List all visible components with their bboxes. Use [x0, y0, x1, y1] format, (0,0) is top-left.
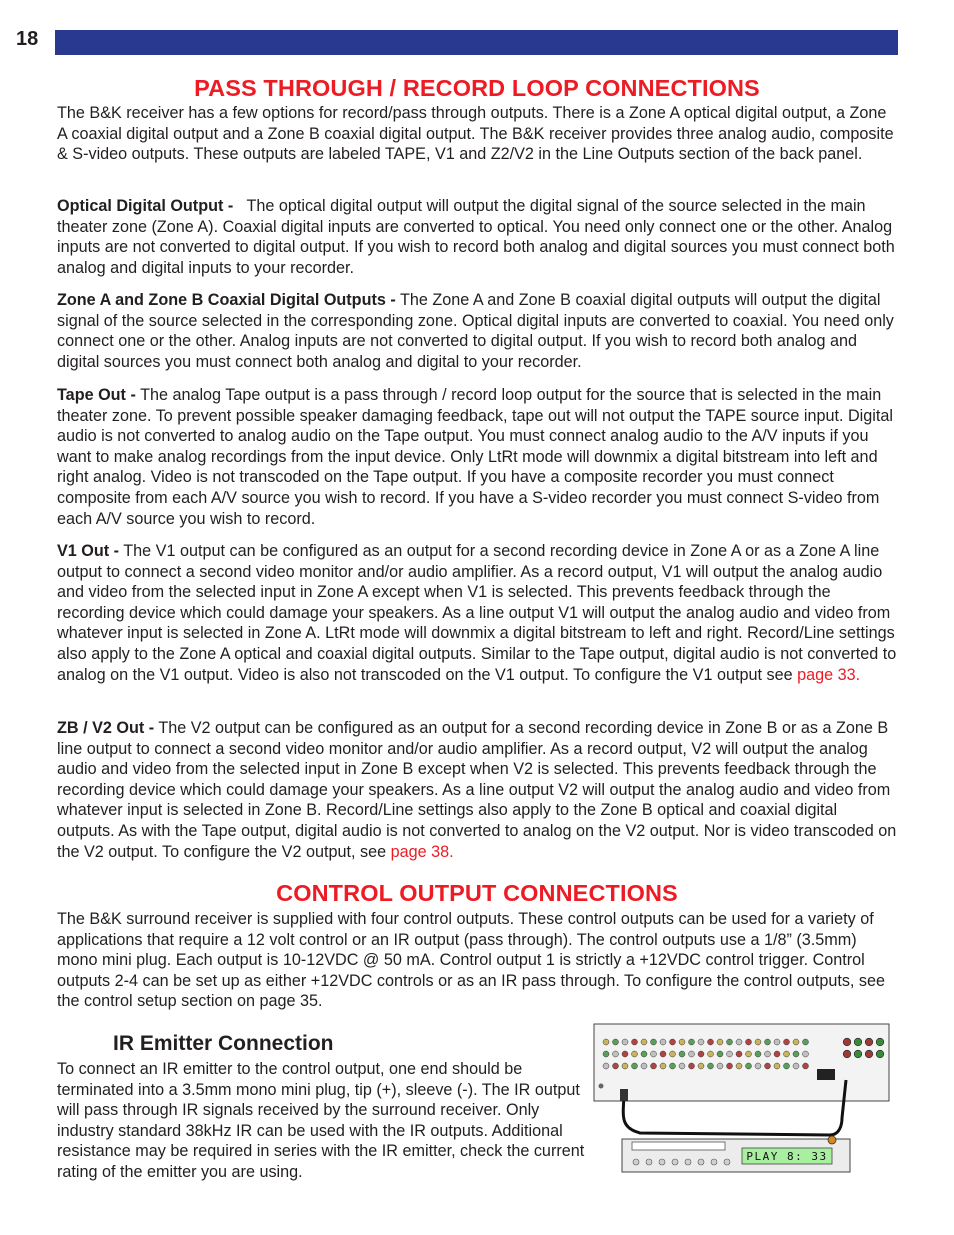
panel-jack	[603, 1063, 609, 1069]
disc-tray	[632, 1142, 725, 1150]
panel-jack	[689, 1039, 695, 1045]
panel-jack	[736, 1051, 742, 1057]
panel-jack	[865, 1050, 873, 1058]
header-bar	[55, 30, 898, 55]
panel-jack	[876, 1038, 884, 1046]
panel-jack	[651, 1051, 657, 1057]
panel-jack	[727, 1063, 733, 1069]
panel-jack	[679, 1063, 685, 1069]
control-intro-paragraph: The B&K surround receiver is supplied with four control outputs. These control outputs can be used for a variety of applications that require a 12 volt control or an IR output (pass through). The control outputs use a 1/8” (3.5mm) mono mini plug. Each output is 10-12VDC @ 50 mA. Control output 1 is strictly a +12VDC control trigger. Control outputs 2-4 can be set up as either +12VDC controls or as an IR pass through. To configure the control outputs, see the control setup section on page 35.	[57, 910, 886, 1011]
panel-jack	[765, 1051, 771, 1057]
panel-jack	[854, 1050, 862, 1058]
panel-jack	[784, 1039, 790, 1045]
panel-jack	[727, 1051, 733, 1057]
v1-page-link[interactable]: page 33.	[797, 665, 861, 684]
panel-jack	[843, 1050, 851, 1058]
panel-jack	[803, 1039, 809, 1045]
panel-jack	[632, 1051, 638, 1057]
panel-jack	[793, 1063, 799, 1069]
panel-jack	[660, 1063, 666, 1069]
panel-jack	[622, 1051, 628, 1057]
panel-jack	[689, 1063, 695, 1069]
device-button	[646, 1159, 652, 1165]
panel-jack	[784, 1051, 790, 1057]
panel-jack	[622, 1063, 628, 1069]
panel-jack	[613, 1039, 619, 1045]
panel-jack	[641, 1063, 647, 1069]
panel-jack	[641, 1051, 647, 1057]
panel-jack	[746, 1063, 752, 1069]
v2-text: The V2 output can be configured as an output for a second recording device in Zone B or as a Zone B line output to connect a second video monitor and/or audio amplifier. As a record output, V2 will output the analog audio and video from the selected input in Zone B except when V2 is selected. This prevents feedback through the recording device which could damage your speakers. As a line output V2 will output the analog audio and video from whatever input is selected in Zone B. Record/Line settings also apply to the Zone B optical and coaxial digital outputs. As with the Tape output, digital audio is not converted to analog on the V2 output. Nor is video transcoded on the V2 output. To configure the V2 output, see	[57, 719, 897, 861]
panel-jack	[717, 1051, 723, 1057]
ir-emitter-heading: IR Emitter Connection	[113, 1032, 334, 1055]
panel-jack	[613, 1063, 619, 1069]
panel-jack	[876, 1050, 884, 1058]
panel-jack	[793, 1039, 799, 1045]
panel-jack	[613, 1051, 619, 1057]
panel-jack	[708, 1051, 714, 1057]
panel-jack	[670, 1051, 676, 1057]
device-button	[672, 1159, 678, 1165]
device-button	[659, 1159, 665, 1165]
section-title-pass-through: PASS THROUGH / RECORD LOOP CONNECTIONS	[194, 75, 760, 101]
optical-label: Optical Digital Output -	[57, 197, 234, 215]
panel-jack	[698, 1051, 704, 1057]
optical-text: The optical digital output will output the digital signal of the source selected in the main theater zone (Zone A). Coaxial digital inputs are converted to optical. You need only connect one or the other. Analog inputs are not converted to digital output. If you wish to record both analog and digital sources you must connect both analog and digital inputs to your recorder.	[57, 197, 895, 277]
panel-jack	[717, 1063, 723, 1069]
panel-jack	[736, 1063, 742, 1069]
panel-jack	[803, 1051, 809, 1057]
panel-jack	[765, 1063, 771, 1069]
coaxial-label: Zone A and Zone B Coaxial Digital Outputs -	[57, 291, 396, 309]
tape-paragraph	[57, 385, 899, 529]
ir-emitter-diagram	[592, 1022, 892, 1177]
panel-jack	[689, 1051, 695, 1057]
panel-jack	[603, 1051, 609, 1057]
panel-jack	[670, 1063, 676, 1069]
panel-jack	[660, 1051, 666, 1057]
panel-jack	[651, 1039, 657, 1045]
coaxial-paragraph	[57, 290, 899, 372]
panel-jack	[708, 1063, 714, 1069]
panel-jack	[843, 1038, 851, 1046]
panel-jack	[854, 1038, 862, 1046]
panel-jack	[603, 1039, 609, 1045]
device-button	[633, 1159, 639, 1165]
panel-jack	[755, 1063, 761, 1069]
ir-emitter-paragraph: To connect an IR emitter to the control output, one end should be terminated into a 3.5mm mono mini plug, tip (+), sleeve (-). The IR output will pass through IR signals received by the surround receiver. Only industry standard 38kHz IR can be used with the IR outputs. Additional resistance may be required in series with the IR emitter, check the current rating of the emitter you are using.	[57, 1060, 585, 1181]
tape-text: The analog Tape output is a pass through / record loop output for the source that is selected in the main theater zone. To prevent possible speaker damaging feedback, tape out will not output the TAPE source input. Digital audio is not converted to analog audio on the Tape output. You must connect analog audio to the A/V inputs if you want to make analog recordings from the input device. Only LtRt mode will downmix a digital bitstream into left and right analog. Video is not transcoded on the Tape output. If you have a composite recorder you must connect composite from each A/V source you wish to record. If you have a S-video recorder you must connect S-video from each A/V source you wish to record.	[57, 386, 893, 528]
v1-text: The V1 output can be configured as an output for a second recording device in Zone A or as a Zone A line output to connect a second video monitor and/or audio amplifier. As a record output, V1 will output the analog audio and video from the selected input in Zone A except when V1 is selected. This prevents feedback through the recording device which could damage your speakers. As a line output V1 will output the analog audio and video from whatever input is selected in Zone A. LtRt mode will downmix a digital bitstream to left and right. Record/Line settings also apply to the Zone A optical and coaxial digital outputs. Similar to the Tape output, digital audio is not converted to analog on the V1 output. Video is also not transcoded on the V1 output. To configure the V1 output see	[57, 542, 897, 684]
panel-jack	[698, 1039, 704, 1045]
panel-jack	[727, 1039, 733, 1045]
v1-label: V1 Out -	[57, 542, 120, 560]
panel-jack	[670, 1039, 676, 1045]
v2-paragraph	[57, 718, 899, 862]
panel-jack	[679, 1039, 685, 1045]
v2-label: ZB / V2 Out -	[57, 719, 155, 737]
coaxial-text: The Zone A and Zone B coaxial digital outputs will output the digital signal of the source selected in the corresponding zone. Optical digital inputs are converted to coaxial. You need only connect one or the other. Analog inputs are not converted to digital output. If you wish to record both analog and digital sources you must connect both analog and digital to your recorder.	[57, 291, 894, 371]
v2-page-link[interactable]: page 38.	[390, 842, 454, 861]
section-title-control-output: CONTROL OUTPUT CONNECTIONS	[276, 880, 678, 906]
panel-jack	[622, 1039, 628, 1045]
panel-jack	[755, 1051, 761, 1057]
panel-jack	[651, 1063, 657, 1069]
mini-plug	[620, 1089, 628, 1101]
intro-paragraph: The B&K receiver has a few options for record/pass through outputs. There is a Zone A optical digital output, a Zone A coaxial digital output and a Zone B coaxial digital output. The B&K receiver provides three analog audio, composite & S-video outputs. These outputs are labeled TAPE, V1 and Z2/V2 in the Line Outputs section of the back panel.	[57, 104, 894, 164]
panel-jack	[746, 1051, 752, 1057]
tape-label: Tape Out -	[57, 386, 136, 404]
panel-jack	[793, 1051, 799, 1057]
panel-jack	[774, 1063, 780, 1069]
power-inlet	[817, 1069, 835, 1080]
panel-jack	[803, 1063, 809, 1069]
panel-jack	[708, 1039, 714, 1045]
ir-emitter	[828, 1136, 836, 1144]
panel-jack	[774, 1039, 780, 1045]
v1-paragraph	[57, 541, 899, 685]
panel-jack	[698, 1063, 704, 1069]
panel-jack	[865, 1038, 873, 1046]
device-button	[724, 1159, 730, 1165]
panel-jack	[784, 1063, 790, 1069]
display-readout: PLAY 8: 33	[746, 1150, 828, 1163]
control-output-jack	[599, 1084, 604, 1089]
panel-jack	[679, 1051, 685, 1057]
panel-jack	[717, 1039, 723, 1045]
panel-jack	[632, 1063, 638, 1069]
panel-jack	[632, 1039, 638, 1045]
device-button	[698, 1159, 704, 1165]
panel-jack	[736, 1039, 742, 1045]
device-button	[685, 1159, 691, 1165]
panel-jack	[641, 1039, 647, 1045]
optical-paragraph	[57, 196, 899, 278]
page-number: 18	[16, 28, 39, 50]
panel-jack	[755, 1039, 761, 1045]
panel-jack	[765, 1039, 771, 1045]
device-button	[711, 1159, 717, 1165]
panel-jack	[774, 1051, 780, 1057]
panel-jack	[746, 1039, 752, 1045]
panel-jack	[660, 1039, 666, 1045]
